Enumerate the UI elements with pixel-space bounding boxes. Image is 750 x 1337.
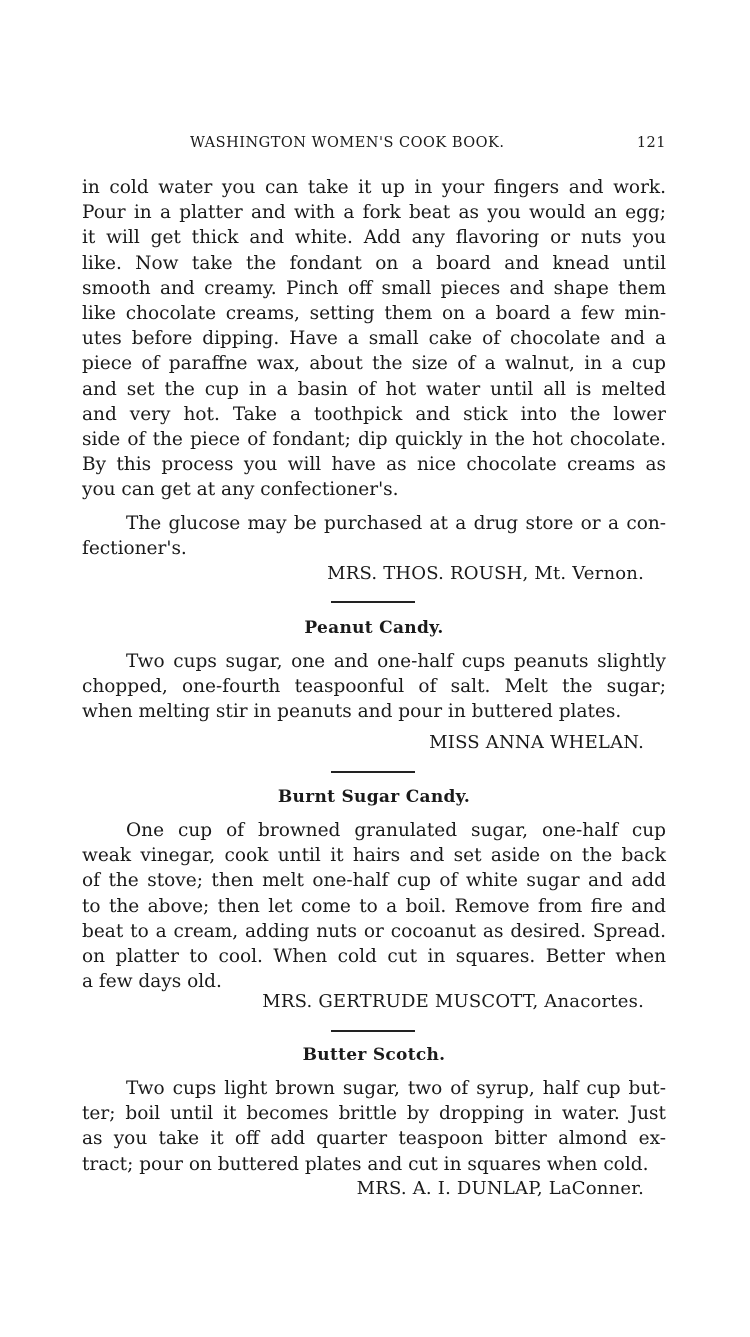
recipe-title: Butter Scotch. xyxy=(302,1045,446,1065)
section-divider xyxy=(331,771,415,773)
text-line: you can get at any confectioner's. xyxy=(82,479,399,501)
text-line: fectioner's. xyxy=(82,538,187,560)
text-line: weak vinegar, cook until it hairs and set aside on the back xyxy=(82,845,666,867)
text-line: to the above; then let come to a boil. Remove from fire and xyxy=(82,895,666,917)
text-line: Pour in a platter and with a fork beat as you would an egg; xyxy=(82,202,666,224)
text-line: like chocolate creams, setting them on a board a few min- xyxy=(82,302,666,324)
text-line: smooth and creamy. Pinch off small pieces and shape them xyxy=(82,277,666,299)
text-line: One cup of browned granulated sugar, one-half cup xyxy=(126,820,666,841)
attribution: MRS. THOS. ROUSH, Mt. Vernon. xyxy=(327,563,644,584)
text-line: in cold water you can take it up in your fingers and work. xyxy=(82,177,666,198)
attribution: MISS ANNA WHELAN. xyxy=(429,732,644,753)
section-divider xyxy=(331,601,415,603)
attribution: MRS. GERTRUDE MUSCOTT, Anacortes. xyxy=(262,991,644,1012)
text-line: By this process you will have as nice chocolate creams as xyxy=(82,454,666,476)
section-divider xyxy=(331,1030,415,1032)
text-line: piece of paraffne wax, about the size of a walnut, in a cup xyxy=(82,353,666,375)
text-line: and very hot. Take a toothpick and stick into the lower xyxy=(82,403,666,425)
text-line: tract; pour on buttered plates and cut in squares when cold. xyxy=(82,1153,649,1175)
text-line: ter; boil until it becomes brittle by dropping in water. Just xyxy=(82,1103,666,1125)
text-line: like. Now take the fondant on a board and knead until xyxy=(82,252,666,274)
recipe-body xyxy=(82,1076,666,1177)
running-head xyxy=(82,135,666,155)
recipe-title: Burnt Sugar Candy. xyxy=(277,787,471,807)
recipe-body xyxy=(82,818,666,994)
attribution: MRS. A. I. DUNLAP, LaConner. xyxy=(356,1178,644,1199)
running-title: WASHINGTON WOMEN'S COOK BOOK. xyxy=(190,135,505,151)
text-line: it will get thick and white. Add any flavoring or nuts you xyxy=(82,227,666,249)
text-line: Two cups sugar, one and one-half cups peanuts slightly xyxy=(126,651,666,672)
page-number: 121 xyxy=(636,135,666,151)
glucose-note xyxy=(82,511,666,561)
text-line: as you take it off add quarter teaspoon bitter almond ex- xyxy=(82,1128,666,1150)
text-line: when melting stir in peanuts and pour in buttered plates. xyxy=(82,701,622,723)
recipe-body xyxy=(82,649,666,725)
text-line: The glucose may be purchased at a drug store or a con- xyxy=(126,513,666,534)
recipe-title: Peanut Candy. xyxy=(304,618,444,638)
continuation-paragraph xyxy=(82,175,666,502)
text-line: chopped, one-fourth teaspoonful of salt. Melt the sugar; xyxy=(82,676,666,698)
text-line: utes before dipping. Have a small cake of chocolate and a xyxy=(82,328,666,350)
text-line: on platter to cool. When cold cut in squares. Better when xyxy=(82,945,666,967)
text-line: side of the piece of fondant; dip quickly in the hot chocolate. xyxy=(82,428,666,450)
text-line: a few days old. xyxy=(82,971,222,993)
text-line: and set the cup in a basin of hot water until all is melted xyxy=(82,378,666,400)
text-line: Two cups light brown sugar, two of syrup, half cup but- xyxy=(126,1078,666,1099)
text-line: of the stove; then melt one-half cup of white sugar and add xyxy=(82,870,666,892)
text-line: beat to a cream, adding nuts or cocoanut as desired. Spread. xyxy=(82,920,666,942)
